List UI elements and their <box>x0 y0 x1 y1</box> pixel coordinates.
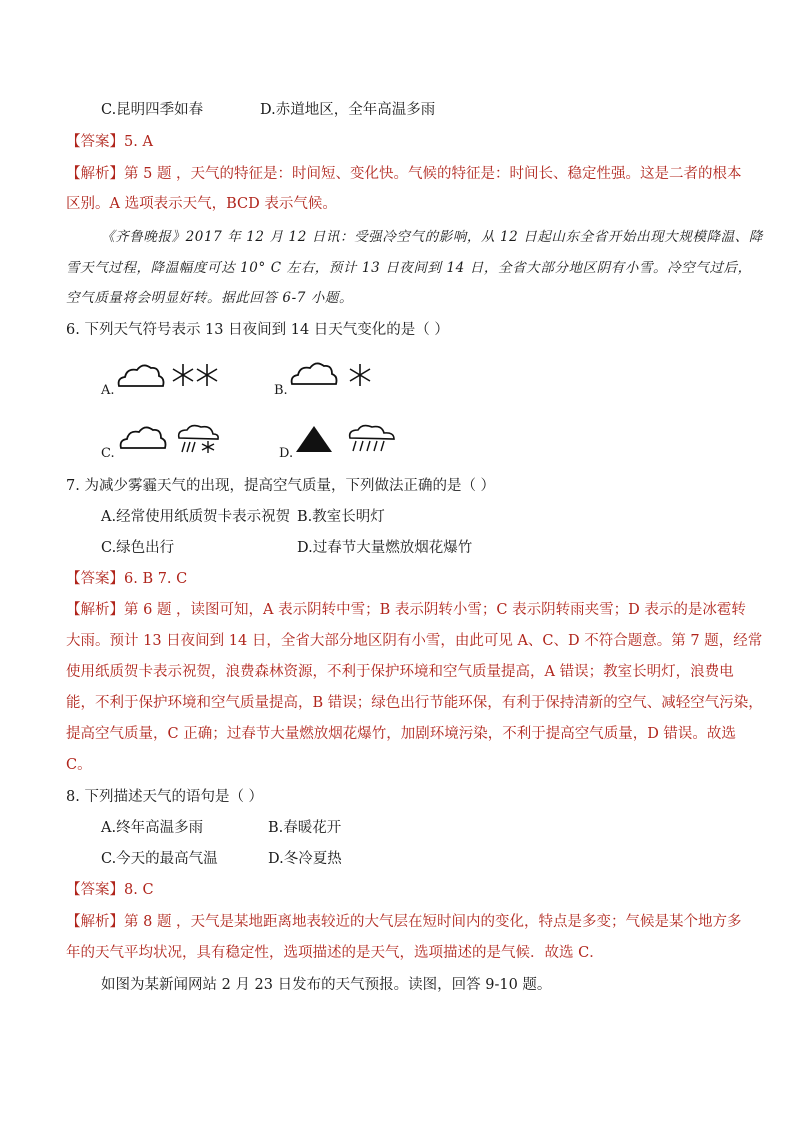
passage-line-3: 空气质量将会明显好转。据此回答 6-7 小题。 <box>66 290 354 306</box>
analysis-text: 第 5 题 ，天气的特征是：时间短、变化快。气候的特征是：时间长、稳定性强。这是二者的根本 <box>124 166 742 182</box>
q6-option-a-label: A. <box>101 383 115 398</box>
answer-value: 6. B 7. C <box>124 571 188 587</box>
analysis-tag: 【解析】 <box>66 602 124 618</box>
q67-analysis-line-2: 大雨。预计 13 日夜间到 14 日，全省大部分地区阴有小雪，由此可见 A、C、D 不符合题意。第 7 题，经常 <box>66 633 763 649</box>
cloud-snow-icon <box>288 356 378 392</box>
q67-answer <box>66 569 187 589</box>
q6-stem: 6. 下列天气符号表示 13 日夜间到 14 日天气变化的是（ ） <box>66 322 449 338</box>
analysis-text: 第 6 题 ，读图可知，A 表示阴转中雪；B 表示阴转小雪；C 表示阴转雨夹雪；D 表示的是冰雹转 <box>124 602 746 618</box>
analysis-tag: 【解析】 <box>66 914 124 930</box>
q910-intro: 如图为某新闻网站 2 月 23 日发布的天气预报。读图，回答 9-10 题。 <box>101 977 552 993</box>
q6-option-c-label: C. <box>101 446 115 461</box>
q6-option-d-label: D. <box>279 446 294 461</box>
answer-tag: 【答案】 <box>66 134 124 150</box>
passage-line-2: 雪天气过程，降温幅度可达 10° C 左右，预计 13 日夜间到 14 日，全省大部分地区阴有小雪。冷空气过后， <box>66 260 752 276</box>
hail-heavy-rain-icon <box>292 420 404 456</box>
q8-analysis-line-1 <box>66 912 742 932</box>
q8-analysis-line-2: 年的天气平均状况，具有稳定性，选项描述的是天气，选项描述的是气候．故选 C． <box>66 945 604 961</box>
q67-analysis-line-1 <box>66 600 746 620</box>
q8-option-c: C.今天的最高气温 <box>101 851 218 867</box>
answer-tag: 【答案】 <box>66 571 124 587</box>
answer-tag: 【答案】 <box>66 882 124 898</box>
q5-analysis-line-2: 区别。A 选项表示天气，BCD 表示气候。 <box>66 196 337 212</box>
passage-line-1: 《齐鲁晚报》2017 年 12 月 12 日讯：受强冷空气的影响，从 12 日起山东全省开始出现大规模降温、降 <box>101 229 763 245</box>
q67-analysis-line-3: 使用纸质贺卡表示祝贺，浪费森林资源，不利于保护环境和空气质量提高，A 错误；教室长明灯，浪费电 <box>66 664 734 680</box>
cloud-sleet-icon <box>115 420 227 456</box>
q8-option-a: A.终年高温多雨 <box>101 820 204 836</box>
q8-stem: 8. 下列描述天气的语句是（ ） <box>66 789 264 805</box>
q67-analysis-line-6: C。 <box>66 757 92 773</box>
analysis-text: 第 8 题 ，天气是某地距离地表较近的大气层在短时间内的变化，特点是多变；气候是某个地方多 <box>124 914 742 930</box>
q7-option-b: B.教室长明灯 <box>297 509 385 525</box>
q8-option-d: D.冬冷夏热 <box>268 851 342 867</box>
answer-value: 5. A <box>124 134 153 150</box>
answer-value: 8. C <box>124 882 154 898</box>
q5-answer <box>66 132 153 152</box>
q5-option-c: C.昆明四季如春 <box>101 102 204 118</box>
q7-stem: 7. 为减少雾霾天气的出现，提高空气质量，下列做法正确的是（ ） <box>66 478 496 494</box>
q8-answer <box>66 880 154 900</box>
cloud-snow-snow-icon <box>115 358 227 394</box>
q6-option-b-label: B. <box>274 383 288 398</box>
analysis-tag: 【解析】 <box>66 166 124 182</box>
q5-analysis-line-1 <box>66 164 742 184</box>
q7-option-d: D.过春节大量燃放烟花爆竹 <box>297 540 473 556</box>
q67-analysis-line-5: 提高空气质量，C 正确；过春节大量燃放烟花爆竹，加剧环境污染，不利于提高空气质量，D 错误。故选 <box>66 726 736 742</box>
q7-option-c: C.绿色出行 <box>101 540 175 556</box>
q5-option-d: D.赤道地区，全年高温多雨 <box>260 102 436 118</box>
q67-analysis-line-4: 能，不利于保护环境和空气质量提高，B 错误；绿色出行节能环保，有利于保持清新的空气、减轻空气污染， <box>66 695 763 711</box>
q8-option-b: B.春暖花开 <box>268 820 342 836</box>
q7-option-a: A.经常使用纸质贺卡表示祝贺 <box>101 509 291 525</box>
